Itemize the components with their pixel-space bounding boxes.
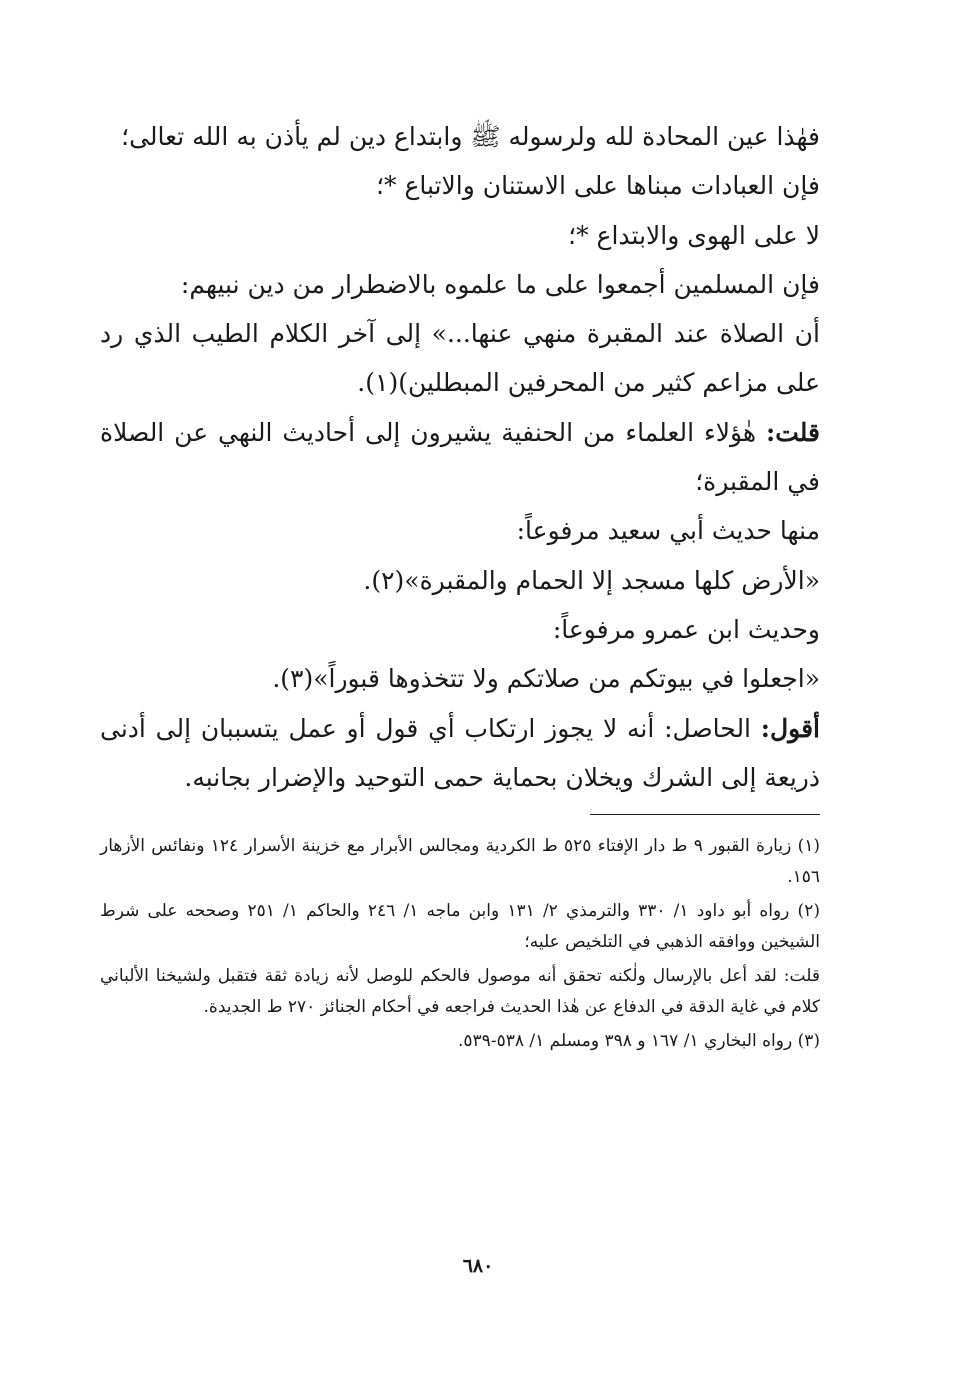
paragraph-2: فإن العبادات مبناها على الاستنان والاتباع *؛ xyxy=(376,171,820,201)
footnote-2-continuation: قلت: لقد أعل بالإرسال ولٰكنه تحقق أنه موصول فالحكم للوصل لأنه زيادة ثقة فتقبل ولشيخنا الألباني كلام في غاية الدقة في الدفاع عن هٰذا الحديث فراجعه في أحكام الجنائز ٢٧٠ ط الجديدة. xyxy=(100,966,820,1017)
paragraph-7: منها حديث أبي سعيد مرفوعاً: xyxy=(516,516,820,546)
paragraph-11-text: الحاصل: أنه لا يجوز ارتكاب أي قول أو عمل يتسببان إلى أدنى ذريعة إلى الشرك ويخلان بحماية حمى التوحيد والإضرار بجانبه. xyxy=(100,713,820,792)
paragraph-11 xyxy=(100,704,820,803)
paragraph-1: فهٰذا عين المحادة لله ولرسوله ﷺ وابتداع دين لم يأذن به الله تعالى؛ xyxy=(121,122,820,151)
paragraph-3: لا على الهوى والابتداع *؛ xyxy=(568,220,820,250)
footnote-3: (٣) رواه البخاري ١/ ١٦٧ و ٣٩٨ ومسلم ١/ ٥٣٨-٥٣٩. xyxy=(458,1031,820,1052)
aqulu-label: أقول: xyxy=(760,713,820,743)
paragraph-6 xyxy=(100,408,820,507)
paragraph-8: «الأرض كلها مسجد إلا الحمام والمقبرة»(٢). xyxy=(363,565,820,595)
paragraph-9: وحديث ابن عمرو مرفوعاً: xyxy=(552,614,820,644)
page-number: ٦٨٠ xyxy=(462,1255,494,1277)
footnote-2: (٢) رواه أبو داود ١/ ٣٣٠ والترمذي ٢/ ١٣١ وابن ماجه ١/ ٢٤٦ والحاكم ١/ ٢٥١ وصححه على شرط الشيخين ووافقه الذهبي في التلخيص عليه؛ xyxy=(100,901,820,952)
page-body xyxy=(100,112,820,1061)
main-text xyxy=(100,112,820,802)
footnotes xyxy=(100,831,820,1057)
footnote-1: (١) زيارة القبور ٩ ط دار الإفتاء ٥٢٥ ط الكردية ومجالس الأبرار مع خزينة الأسرار ١٢٤ ونفائس الأزهار ١٥٦. xyxy=(100,836,820,887)
paragraph-10: «اجعلوا في بيوتكم من صلاتكم ولا تتخذوها قبوراً»(٣). xyxy=(272,664,820,694)
paragraph-4: فإن المسلمين أجمعوا على ما علموه بالاضطرار من دين نبيهم: xyxy=(180,269,820,299)
paragraph-6-text: هٰؤلاء العلماء من الحنفية يشيرون إلى أحاديث النهي عن الصلاة في المقبرة؛ xyxy=(100,417,820,497)
footnote-separator xyxy=(590,814,820,815)
paragraph-5: أن الصلاة عند المقبرة منهي عنها...» إلى آخر الكلام الطيب الذي رد على مزاعم كثير من المحرفين المبطلين)(١). xyxy=(100,319,820,398)
qultu-label: قلت: xyxy=(765,417,820,447)
